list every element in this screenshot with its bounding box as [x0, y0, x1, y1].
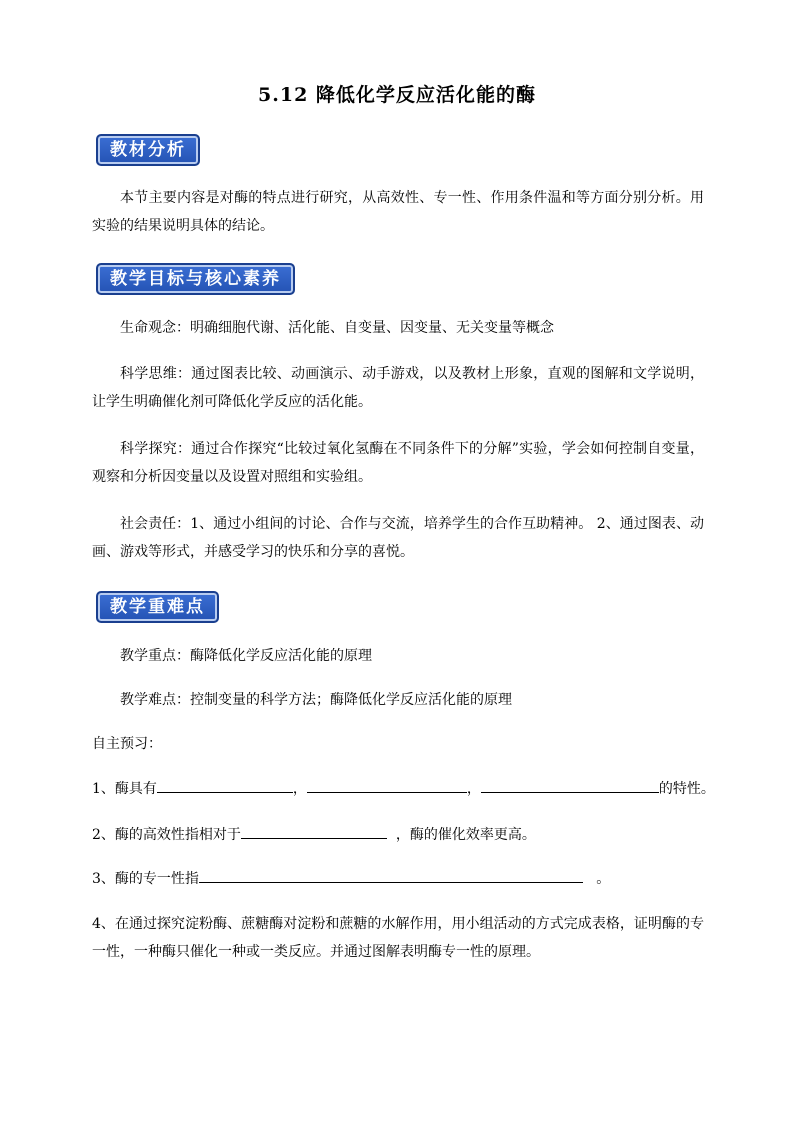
q2-prefix: 2、酶的高效性指相对于 — [92, 827, 241, 843]
q3-suffix: 。 — [596, 871, 611, 887]
goal-life-concept: 生命观念：明确细胞代谢、活化能、自变量、因变量、无关变量等概念 — [120, 320, 554, 336]
preview-heading: 自主预习： — [92, 736, 162, 752]
q1-suffix: 的特性。 — [658, 781, 715, 797]
goal-scientific-inquiry: 科学探究：通过合作探究“比较过氧化氢酶在不同条件下的分解”实验，学会如何控制自变量，观察和分析因变量以及设置对照组和实验组。 — [92, 441, 704, 485]
preview-question-4: 4、在通过探究淀粉酶、蔗糖酶对淀粉和蔗糖的水解作用，用小组活动的方式完成表格，证明酶的专一性，一种酶只催化一种或一类反应。并通过图解表明酶专一性的原理。 — [92, 916, 704, 960]
q3-prefix: 3、酶的专一性指 — [92, 871, 199, 887]
preview-question-1 — [92, 778, 715, 799]
page-title: 5.12 降低化学反应活化能的酶 — [258, 84, 536, 106]
q2-suffix: ，酶的催化效率更高。 — [395, 827, 536, 843]
goal-scientific-thinking: 科学思维：通过图表比较、动画演示、动手游戏，以及教材上形象，直观的图解和文学说明，让学生明确催化剂可降低化学反应的活化能。 — [92, 366, 704, 410]
q1-separator-1: ， — [292, 781, 307, 797]
q3-blank[interactable] — [199, 868, 583, 883]
analysis-paragraph: 本节主要内容是对酶的特点进行研究，从高效性、专一性、作用条件温和等方面分别分析。用实验的结果说明具体的结论。 — [92, 190, 704, 234]
q1-prefix: 1、酶具有 — [92, 781, 157, 797]
q2-blank[interactable] — [241, 824, 387, 839]
q1-blank-3[interactable] — [481, 778, 659, 793]
q1-blank-1[interactable] — [157, 778, 293, 793]
section-badge-keypoints: 教学重难点 — [96, 591, 219, 623]
section-badge-analysis: 教材分析 — [96, 134, 200, 166]
goal-social-responsibility: 社会责任：1、通过小组间的讨论、合作与交流，培养学生的合作互助精神。 2、通过图表、动画、游戏等形式，并感受学习的快乐和分享的喜悦。 — [92, 516, 704, 560]
preview-question-3 — [92, 868, 712, 889]
q1-blank-2[interactable] — [307, 778, 467, 793]
difficult-point: 教学难点：控制变量的科学方法；酶降低化学反应活化能的原理 — [120, 692, 512, 708]
q1-separator-2: ， — [466, 781, 481, 797]
key-point: 教学重点：酶降低化学反应活化能的原理 — [120, 648, 372, 664]
preview-question-2 — [92, 824, 712, 845]
section-badge-goals: 教学目标与核心素养 — [96, 263, 295, 295]
